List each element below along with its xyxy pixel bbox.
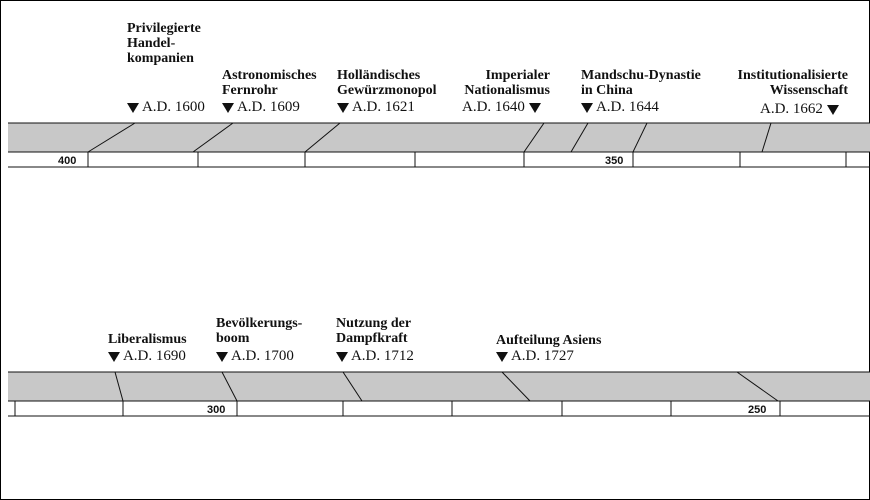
down-triangle-icon bbox=[337, 103, 349, 113]
scale-label: 300 bbox=[207, 404, 226, 416]
down-triangle-icon bbox=[529, 103, 541, 113]
event-title-line: kompanien bbox=[127, 51, 194, 66]
event-title-line: Fernrohr bbox=[222, 83, 278, 98]
event-date bbox=[216, 348, 294, 364]
event-date-text: A.D. 1727 bbox=[510, 348, 574, 364]
event-date-text: A.D. 1640 bbox=[462, 99, 525, 115]
event-title-nutzung-der-dampfkraft bbox=[336, 316, 411, 346]
event-date-text: A.D. 1600 bbox=[141, 99, 205, 115]
down-triangle-icon bbox=[336, 352, 348, 362]
event-title-line: in China bbox=[581, 83, 633, 98]
event-title-line: Dampfkraft bbox=[336, 331, 408, 346]
event-date bbox=[337, 99, 415, 115]
event-date bbox=[496, 348, 574, 364]
down-triangle-icon bbox=[127, 103, 139, 113]
event-title-line: Privilegierte bbox=[127, 21, 201, 36]
event-date-text: A.D. 1621 bbox=[351, 99, 415, 115]
event-title-hollaendisches-gewuerzmonopol bbox=[337, 68, 437, 98]
event-title-line: Handel- bbox=[127, 36, 176, 51]
event-title-line: Holländisches bbox=[337, 68, 421, 83]
event-title-line: Nutzung der bbox=[336, 316, 412, 331]
event-title-line: Institutionalisierte bbox=[737, 68, 848, 83]
event-date-text: A.D. 1700 bbox=[230, 348, 294, 364]
event-date bbox=[760, 101, 839, 117]
event-date-text: A.D. 1644 bbox=[595, 99, 659, 115]
event-title-line: Imperialer bbox=[485, 68, 550, 83]
event-title-liberalismus bbox=[108, 332, 187, 347]
event-title-mandschu-dynastie bbox=[581, 68, 701, 98]
event-date bbox=[336, 348, 414, 364]
event-title-line: Nationalismus bbox=[464, 83, 550, 98]
event-date bbox=[462, 99, 541, 115]
timeline-band-row2 bbox=[8, 372, 870, 401]
event-title-privilegierte-handelkompanien bbox=[127, 21, 201, 66]
down-triangle-icon bbox=[496, 352, 508, 362]
event-title-line: Wissenschaft bbox=[769, 83, 848, 98]
event-title-aufteilung-asiens bbox=[496, 333, 601, 348]
event-date bbox=[108, 348, 186, 364]
scale-label: 400 bbox=[58, 155, 77, 167]
event-title-astronomisches-fernrohr bbox=[222, 68, 317, 98]
down-triangle-icon bbox=[827, 105, 839, 115]
down-triangle-icon bbox=[581, 103, 593, 113]
event-title-line: Mandschu-Dynastie bbox=[581, 68, 701, 83]
event-date-text: A.D. 1662 bbox=[760, 101, 823, 117]
event-title-bevoelkerungsboom bbox=[216, 316, 302, 346]
down-triangle-icon bbox=[222, 103, 234, 113]
event-title-line: boom bbox=[216, 331, 250, 346]
scale-label: 350 bbox=[605, 155, 624, 167]
event-date bbox=[581, 99, 659, 115]
event-date-text: A.D. 1712 bbox=[350, 348, 414, 364]
down-triangle-icon bbox=[108, 352, 120, 362]
down-triangle-icon bbox=[216, 352, 228, 362]
event-title-line: Astronomisches bbox=[222, 68, 317, 83]
event-date bbox=[127, 99, 205, 115]
event-title-line: Gewürzmonopol bbox=[337, 83, 437, 98]
event-title-imperialer-nationalismus bbox=[444, 68, 550, 98]
timeline-band-row1 bbox=[8, 123, 870, 152]
event-title-line: Bevölkerungs- bbox=[216, 316, 303, 331]
event-date-text: A.D. 1690 bbox=[122, 348, 186, 364]
event-title-institutionalisierte-wissenschaft bbox=[716, 68, 848, 98]
event-title-line: Aufteilung Asiens bbox=[496, 333, 602, 348]
event-date-text: A.D. 1609 bbox=[236, 99, 300, 115]
scale-label: 250 bbox=[748, 404, 767, 416]
event-title-line: Liberalismus bbox=[108, 332, 187, 347]
event-date bbox=[222, 99, 300, 115]
